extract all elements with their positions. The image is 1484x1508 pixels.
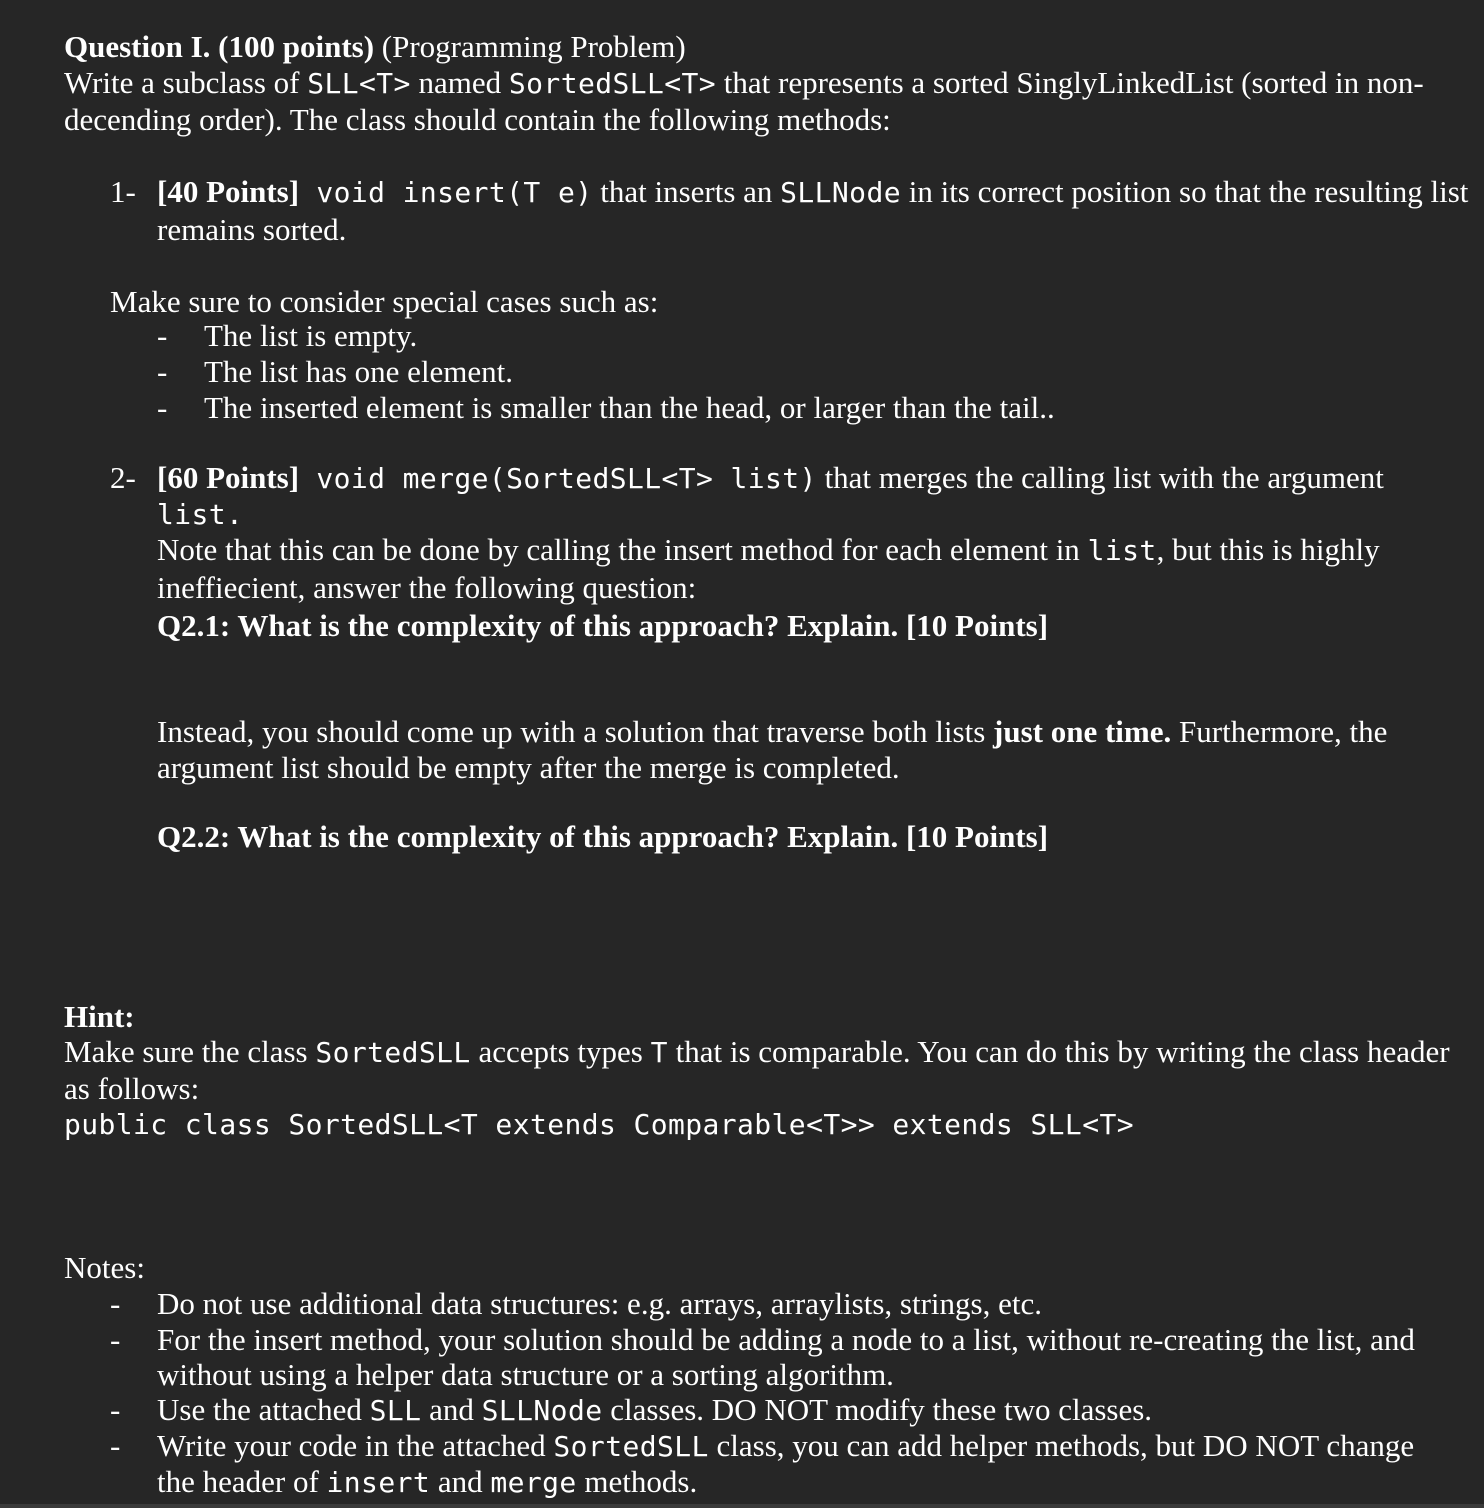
note-4-text: class, you can add helper methods, but DO NOT change [708,1428,1415,1463]
question-2-2: Q2.2: What is the complexity of this approach? Explain. [10 Points] [157,819,1049,854]
item-2-note-line-2: ineffiecient, answer the following question: [157,570,697,605]
hint-code-sortedsll: SortedSLL [315,1036,471,1069]
intro-text: that represents a sorted SinglyLinkedList (sorted in non- [716,65,1424,100]
item-1-text: that inserts an [592,174,781,209]
item-2-instead-line-2: argument list should be empty after the merge is completed. [157,750,900,785]
question-heading-bold: Question I. (100 points) [64,29,375,64]
special-cases-intro: Make sure to consider special cases such as: [110,284,659,319]
item-1-line-1 [157,174,1468,211]
note-4-code-insert: insert [326,1466,431,1499]
item-2-points: [60 Points] [157,460,300,495]
item-2-number: 2- [110,460,136,495]
note-4-text: the header of [157,1464,327,1499]
note-3-text: Use the attached [157,1392,370,1427]
intro-code-sll: SLL<T> [307,67,411,100]
notes-title: Notes: [64,1250,145,1285]
bullet-dash: - [157,390,168,425]
hint-title: Hint: [64,999,135,1034]
bottom-divider [0,1504,1484,1508]
item-1-text: in its correct position so that the resulting list [900,174,1469,209]
item-2-text: that merges the calling list with the argument [816,460,1384,495]
item-2-note-line-1 [157,532,1380,569]
note-3 [157,1392,1152,1429]
item-1-code-sllnode: SLLNode [780,176,901,209]
note-4-code-merge: merge [490,1466,577,1499]
note-3-text: classes. DO NOT modify these two classes. [602,1392,1153,1427]
intro-text: Write a subclass of [64,65,308,100]
question-2-1: Q2.1: What is the complexity of this approach? Explain. [10 Points] [157,608,1049,643]
hint-class-header-code [64,1106,1134,1143]
item-1-number: 1- [110,174,136,209]
item-1-points: [40 Points] [157,174,300,209]
note-2-line-2: without using a helper data structure or a sorting algorithm. [157,1357,894,1392]
note-1: Do not use additional data structures: e.g. arrays, arraylists, strings, etc. [157,1286,1042,1321]
note-3-code-sllnode: SLLNode [481,1394,603,1427]
note-4-text: methods. [576,1464,698,1499]
hint-line-2: as follows: [64,1071,200,1106]
bullet-dash: - [110,1428,121,1463]
hint-code-t: T [650,1036,668,1069]
item-2-line-1 [157,460,1384,497]
special-case-2: The list has one element. [204,354,514,389]
bullet-dash: - [157,318,168,353]
bullet-dash: - [157,354,168,389]
note-3-code-sll: SLL [369,1394,422,1427]
hint-text: accepts types [470,1034,651,1069]
hint-line-1 [64,1034,1450,1071]
bullet-dash: - [110,1392,121,1427]
item-1-line-2: remains sorted. [157,212,347,247]
class-header-code: public class SortedSLL<T extends Comparable<T>> extends SLL<T> [64,1108,1134,1141]
question-intro-line-1 [64,65,1424,102]
item-2-note-text: Note that this can be done by calling the insert method for each element in [157,532,1088,567]
item-2-instead-line-1 [157,714,1387,750]
special-case-1: The list is empty. [204,318,418,353]
instead-bold: just one time. [993,714,1172,749]
item-1-signature: void insert(T e) [299,176,593,209]
item-2-line-2 [157,496,243,533]
item-2-note-code-list: list [1087,534,1157,567]
note-4-text: Write your code in the attached [157,1428,554,1463]
hint-text: Make sure the class [64,1034,316,1069]
intro-text: named [410,65,509,100]
bullet-dash: - [110,1322,121,1357]
note-3-text: and [421,1392,482,1427]
question-heading-rest: (Programming Problem) [374,29,686,64]
special-case-3: The inserted element is smaller than the head, or larger than the tail.. [204,390,1055,425]
instead-text: Instead, you should come up with a solution that traverse both lists [157,714,994,749]
instead-text: Furthermore, the [1171,714,1388,749]
intro-code-sortedsll: SortedSLL<T> [508,67,717,100]
note-2-line-1: For the insert method, your solution should be adding a node to a list, without re-creating the list, and [157,1322,1415,1357]
item-2-signature: void merge(SortedSLL<T> list) [299,462,817,495]
question-intro-line-2: decending order). The class should contain the following methods: [64,102,891,137]
note-4-line-2 [157,1464,697,1501]
note-4-code-sortedsll: SortedSLL [553,1430,709,1463]
hint-text: that is comparable. You can do this by writing the class header [667,1034,1450,1069]
note-4-text: and [430,1464,491,1499]
item-2-code-list: list. [157,498,244,531]
item-2-note-text: , but this is highly [1156,532,1380,567]
question-heading [64,29,686,65]
bullet-dash: - [110,1286,121,1321]
note-4-line-1 [157,1428,1414,1465]
